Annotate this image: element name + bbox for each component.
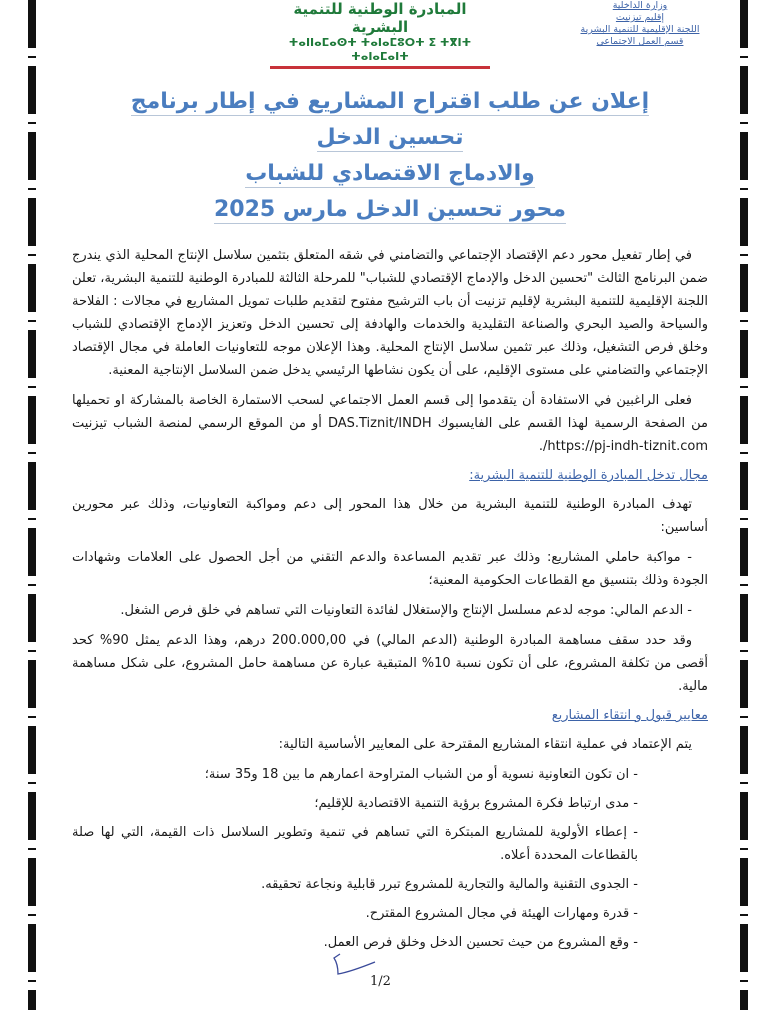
section-heading-criteria: معايير قبول و انتقاء المشاريع <box>551 708 708 723</box>
title-line-1: إعلان عن طلب اقتراح المشاريع في إطار برنامج تحسين الدخل <box>130 89 650 150</box>
criteria-item: - إعطاء الأولوية للمشاريع المبتكرة التي تساهم في تنمية وتطوير السلاسل ذات القيمة، التي لها صلة بالقطاعات المحددة أعلاه. <box>72 825 638 863</box>
funding-ceiling-paragraph: وقد حدد سقف مساهمة المبادرة الوطنية (الدعم المالي) في 200.000,00 درهم، وهذا الدعم يمثل 90% كحد أقصى من تكلفة المشروع، على أن تكون نسبة 10% المتبقية عبارة عن مساهمة حامل المشروع، على شكل مساهمة مالية. <box>72 633 709 694</box>
criteria-item: - وقع المشروع من حيث تحسين الدخل وخلق فرص العمل. <box>323 935 638 950</box>
section1-intro: تهدف المبادرة الوطنية للتنمية البشرية من خلال هذا المحور إلى دعم ومواكبة التعاونيات، وذلك عبر محورين أساسين: <box>72 497 708 535</box>
criteria-item: - ان تكون التعاونية نسوية أو من الشباب المتراوحة اعمارهم ما بين 18 و35 سنة؛ <box>204 767 638 782</box>
page-footer <box>72 960 708 1000</box>
section1-item-support: - مواكبة حاملي المشاريع: وذلك عبر تقديم المساعدة والدعم التقني من أجل الحصول على العلامات وشهادات الجودة وذلك بتنسيق مع القطاعات الحكومية المعنية؛ <box>72 550 708 588</box>
binder-edge-left <box>28 0 36 1010</box>
criteria-item: - قدرة ومهارات الهيئة في مجال المشروع المقترح. <box>365 906 638 921</box>
title-line-3: محور تحسين الدخل مارس 2025 <box>214 197 566 222</box>
logo-red-bar <box>270 66 490 69</box>
application-paragraph: فعلى الراغبين في الاستفادة أن يتقدموا إلى قسم العمل الاجتماعي لسحب الاستمارة الخاصة بالمشاركة او تحميلها من الصفحة الرسمية لهذا القسم على الفايسبوك DAS.Tiznit/INDH أو من الموقع الرسمي لمنصة الشباب تيزنيت https://pj-indh-tiznit.com/. <box>72 393 709 454</box>
ministry-line: إقليم تيزنيت <box>615 12 665 23</box>
intro-paragraph: في إطار تفعيل محور دعم الإقتصاد الإجتماعي والتضامني في شقه المتعلق بتثمين سلاسل الإنتاج المحلية الذي يندرج ضمن البرنامج الثالث "تحسين الدخل والإدماج الإقتصادي للشباب" للمرحلة الثالثة للمبادرة الوطنية للتنمية البشرية، تعلن اللجنة الإقليمية للتنمية البشرية لإقليم تزنيت أن باب الترشيح مفتوح لتقديم طلبات تمويل المشاريع في مجالات : الفلاحة والسياحة والصيد البحري والصناعة التقليدية والخدمات والهادفة إلى تحسين الدخل وتعزيز الإدماج الإقتصادي للشباب وخلق فرص التشغيل، وذلك عبر تثمين سلاسل الإنتاج المحلية. وهذا الإعلان موجه للتعاونيات العاملة في مجال الإقتصاد الإجتماعي والتضامني على مستوى الإقليم، على أن يكون نشاطها الرئيسي يدخل ضمن السلاسل الإنتاجية المعنية. <box>72 248 708 378</box>
section-heading-intervention: مجال تدخل المبادرة الوطنية للتنمية البشرية: <box>469 468 708 483</box>
criteria-item: - مدى ارتباط فكرة المشروع برؤية التنمية الاقتصادية للإقليم؛ <box>314 796 638 811</box>
ministry-line: قسم العمل الاجتماعي <box>596 36 684 47</box>
section2-intro: يتم الإعتماد في عملية انتقاء المشاريع المقترحة على المعايير الأساسية التالية: <box>278 737 692 752</box>
letterhead <box>0 0 768 84</box>
ministry-header <box>560 0 720 48</box>
ministry-line: اللجنة الإقليمية للتنمية البشرية <box>580 24 700 35</box>
section1-item-financial: - الدعم المالي: موجه لدعم مسلسل الإنتاج والإستغلال لفائدة التعاونيات التي تساهم في خلق فرص الشغل. <box>120 603 692 618</box>
document-body <box>0 84 768 1010</box>
logo-arabic-text: المبادرة الوطنية للتنمية البشرية <box>293 0 467 36</box>
criteria-item: - الجدوى التقنية والمالية والتجارية للمشروع تبرر قابلية ونجاعة تحقيقه. <box>261 877 638 892</box>
title-line-2: والادماج الاقتصادي للشباب <box>245 161 535 186</box>
logo-tifinagh-text: ⵜⴰⵏⵏⴰⵎⴰⵙⵜ ⵜⴰⵏⴰⵎⵓⵔⵜ ⵉ ⵜⴳⵏⵜ ⵜⴰⵏⴰⵎⴰⵏⵜ <box>288 36 472 63</box>
document-title <box>110 84 670 228</box>
binder-edge-right <box>740 0 748 1010</box>
indh-logo <box>270 0 490 69</box>
page-number: 1/2 <box>370 974 391 989</box>
ministry-line: وزارة الداخلية <box>612 0 668 11</box>
